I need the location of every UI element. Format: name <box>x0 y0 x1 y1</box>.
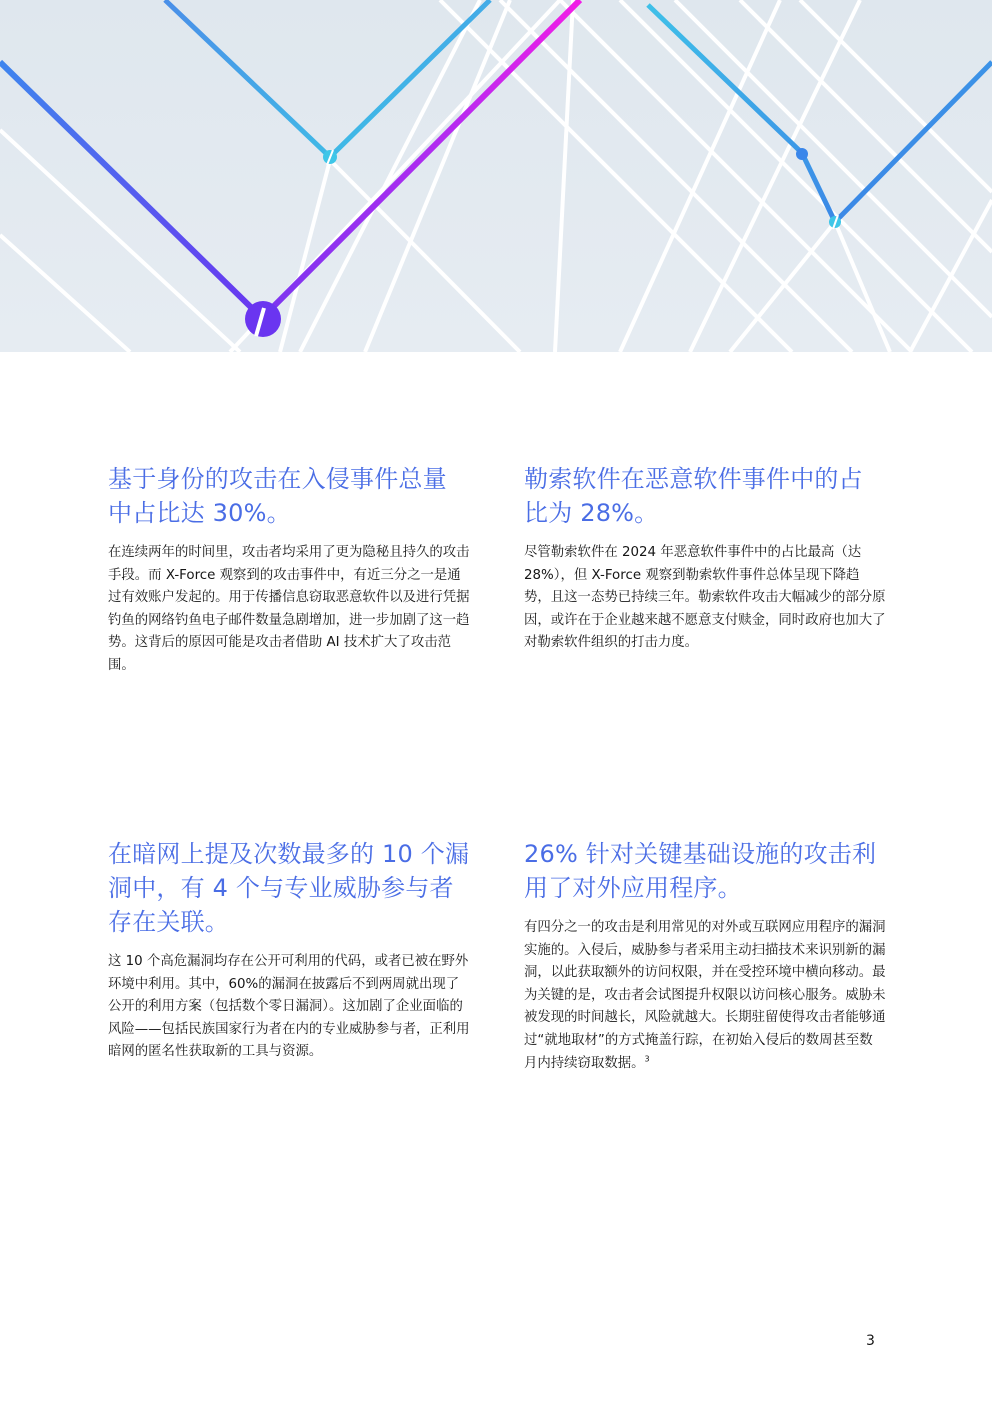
page-number: 3 <box>866 1333 875 1349</box>
stat-heading: 勒索软件在恶意软件事件中的占比为 28%。 <box>524 465 863 527</box>
node-circle-large <box>245 301 281 337</box>
stat-block-dark-web-vulnerabilities <box>108 837 470 1064</box>
stat-heading: 基于身份的攻击在入侵事件总量中占比达 30%。 <box>108 465 447 527</box>
stat-block-identity-attacks <box>108 462 470 678</box>
stat-body: 尽管勒索软件在 2024 年恶意软件事件中的占比最高（达 28%），但 X-Force 观察到勒索软件事件总体呈现下降趋势，且这一态势已持续三年。勒索软件攻击大幅减少的部分原因，或许在于企业越来越不愿意支付赎金，同时政府也加大了对勒索软件组织的打击力度。 <box>524 545 886 651</box>
stat-block-critical-infrastructure <box>524 837 886 1075</box>
stat-body: 这 10 个高危漏洞均存在公开可利用的代码，或者已被在野外环境中利用。其中，60%的漏洞在披露后不到两周就出现了公开的利用方案（包括数个零日漏洞）。这加剧了企业面临的风险——包括民族国家行为者在内的专业威胁参与者，正利用暗网的匿名性获取新的工具与资源。 <box>108 954 470 1060</box>
footnote-marker: 3 <box>644 1054 650 1064</box>
stat-body: 有四分之一的攻击是利用常见的对外或互联网应用程序的漏洞实施的。入侵后，威胁参与者采用主动扫描技术来识别新的漏洞，以此获取额外的访问权限，并在受控环境中横向移动。最为关键的是，攻击者会试图提升权限以访问核心服务。威胁未被发现的时间越长，风险就越大。长期驻留使得攻击者能够通过“就地取材”的方式掩盖行踪，在初始入侵后的数周甚至数月内持续窃取数据。 <box>524 920 886 1071</box>
stat-body-wrapper <box>524 917 886 1075</box>
stat-body: 在连续两年的时间里，攻击者均采用了更为隐秘且持久的攻击手段。而 X-Force 观察到的攻击事件中，有近三分之一是通过有效账户发起的。用于传播信息窃取恶意软件以及进行凭据钓鱼的网络钓鱼电子邮件数量急剧增加，进一步加剧了这一趋势。这背后的原因可能是攻击者借助 AI 技术扩大了攻击范围。 <box>108 545 470 673</box>
network-lines-graphic <box>0 0 992 352</box>
stat-heading: 在暗网上提及次数最多的 10 个漏洞中，有 4 个与专业威胁参与者存在关联。 <box>108 840 470 936</box>
stat-heading: 26% 针对关键基础设施的攻击利用了对外应用程序。 <box>524 840 877 902</box>
node-circle-right <box>796 148 808 160</box>
stat-block-ransomware <box>524 462 886 655</box>
hero-banner <box>0 0 992 352</box>
